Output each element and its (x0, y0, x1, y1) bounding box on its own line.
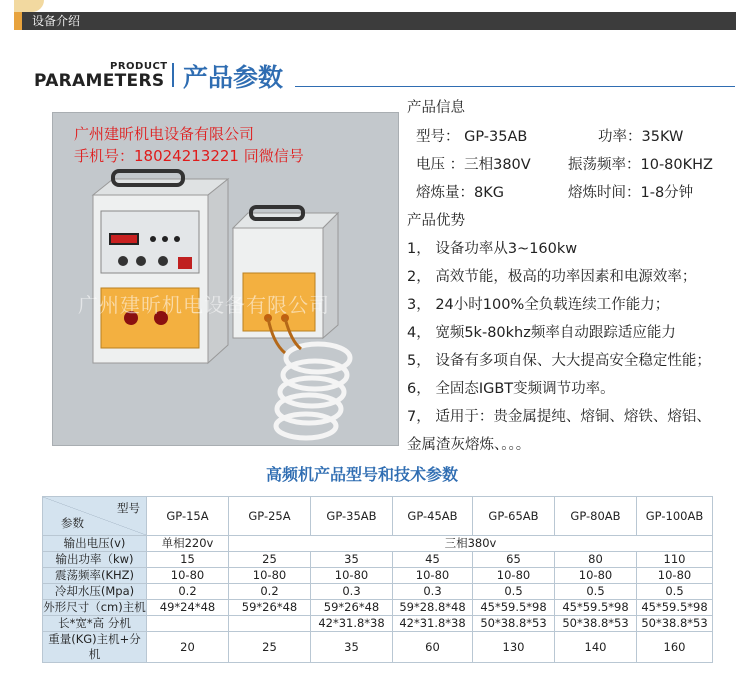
row-label: 冷却水压(Mpa) (43, 584, 147, 600)
table-cell: 59*26*48 (229, 600, 311, 616)
table-row (43, 584, 713, 600)
model-cell: GP-45AB (393, 497, 473, 536)
advantage-item: 4， 宽频5k-80khz频率自动跟踪适应能力 (407, 325, 676, 341)
table-cell: 45*59.5*98 (473, 600, 555, 616)
info-power: 功率：35KW (598, 129, 684, 145)
table-cell: 0.5 (473, 584, 555, 600)
table-cell: 42*31.8*38 (393, 616, 473, 632)
model-cell: GP-80AB (555, 497, 637, 536)
title-underline (295, 86, 735, 87)
table-header-row (43, 497, 713, 536)
table-title: 高频机产品型号和技术参数 (266, 465, 459, 484)
table-cell: 10-80 (473, 568, 555, 584)
table-cell: 65 (473, 552, 555, 568)
table-row (43, 600, 713, 616)
table-row (43, 568, 713, 584)
table-row (43, 536, 713, 552)
section-accent (14, 12, 22, 30)
advantage-item: 5， 设备有多项自保、大大提高安全稳定性能； (407, 353, 711, 369)
model-cell: GP-65AB (473, 497, 555, 536)
table-cell: 20 (147, 632, 229, 663)
watermark: 广州建昕机电设备有限公司 (78, 293, 330, 317)
row-label: 输出功率（kw) (43, 552, 147, 568)
row-label: 输出电压(v) (43, 536, 147, 552)
table-cell: 0.5 (555, 584, 637, 600)
title-divider (172, 63, 174, 87)
table-cell: 42*31.8*38 (311, 616, 393, 632)
info-melt-time: 熔炼时间：1-8分钟 (568, 185, 694, 201)
table-cell: 50*38.8*53 (473, 616, 555, 632)
company-name: 广州建昕机电设备有限公司 (74, 125, 255, 143)
table-cell: 160 (637, 632, 713, 663)
table-cell: 50*38.8*53 (637, 616, 713, 632)
table-cell: 59*26*48 (311, 600, 393, 616)
row-label: 外形尺寸（cm)主机 (43, 600, 146, 614)
table-cell: 60 (393, 632, 473, 663)
table-cell: 130 (473, 632, 555, 663)
row-label: 重量(KG)主机+分机 (43, 632, 147, 663)
info-heading: 产品信息 (407, 100, 465, 116)
header-param-label: 参数 (61, 516, 84, 530)
table-cell: 10-80 (311, 568, 393, 584)
table-row (43, 632, 713, 663)
row-label: 长*宽*高 分机 (43, 616, 147, 632)
table-cell: 10-80 (637, 568, 713, 584)
table-cell: 35 (311, 552, 393, 568)
parameters-label: PARAMETERS (34, 71, 165, 91)
section-bar (14, 12, 736, 30)
table-cell: 10-80 (555, 568, 637, 584)
company-phone: 手机号：18024213221 同微信号 (74, 147, 304, 165)
table-cell: 0.3 (311, 584, 393, 600)
info-melt-capacity: 熔炼量：8KG (416, 185, 504, 201)
table-cell: 45 (393, 552, 473, 568)
table-cell: 单相220v (147, 536, 229, 552)
advantage-item: 1， 设备功率从3~160kw (407, 241, 578, 257)
table-cell: 10-80 (229, 568, 311, 584)
table-cell: 25 (229, 552, 311, 568)
table-cell: 0.2 (147, 584, 229, 600)
table-cell: 35 (311, 632, 393, 663)
header-model-label: 型号 (117, 501, 140, 515)
info-model: 型号： GP-35AB (416, 129, 528, 145)
table-cell: 45*59.5*98 (637, 600, 713, 616)
advantages-heading: 产品优势 (407, 213, 465, 229)
table-cell: 三相380v (229, 536, 713, 552)
model-cell: GP-100AB (637, 497, 713, 536)
info-voltage: 电压 ：三相380V (416, 157, 531, 173)
table-cell: 0.5 (637, 584, 713, 600)
advantage-item: 6， 全固态IGBT变频调节功率。 (407, 381, 615, 397)
page-title: 产品参数 (183, 63, 284, 92)
table-cell: 45*59.5*98 (555, 600, 637, 616)
table-cell: 49*24*48 (147, 600, 229, 616)
table-cell: 25 (229, 632, 311, 663)
table-cell: 0.2 (229, 584, 311, 600)
product-label: PRODUCT (110, 61, 168, 72)
model-cell: GP-15A (147, 497, 229, 536)
spec-table (42, 496, 713, 663)
table-row (43, 616, 713, 632)
advantage-item: 7， 适用于：贵金属提纯、熔铜、熔铁、熔铝、 (407, 409, 711, 425)
header-corner (43, 497, 147, 536)
table-cell: 80 (555, 552, 637, 568)
table-cell: 50*38.8*53 (555, 616, 637, 632)
table-cell: 0.3 (393, 584, 473, 600)
table-cell: 140 (555, 632, 637, 663)
table-row (43, 552, 713, 568)
table-cell: 59*28.8*48 (393, 600, 473, 616)
table-cell (147, 616, 229, 632)
table-cell: 110 (637, 552, 713, 568)
model-cell: GP-25A (229, 497, 311, 536)
advantage-item: 2， 高效节能，极高的功率因素和电源效率； (407, 269, 697, 285)
advantage-item: 金属渣灰熔炼、。。。 (407, 437, 531, 453)
model-cell: GP-35AB (311, 497, 393, 536)
info-frequency: 振荡频率：10-80KHZ (568, 157, 713, 173)
table-cell: 10-80 (147, 568, 229, 584)
decor-tab (14, 0, 44, 12)
table-cell: 15 (147, 552, 229, 568)
table-cell: 10-80 (393, 568, 473, 584)
row-label: 震荡频率(KHZ) (43, 568, 147, 584)
section-title: 设备介绍 (32, 14, 81, 28)
table-cell (229, 616, 311, 632)
advantage-item: 3， 24小时100%全负载连续工作能力； (407, 297, 670, 313)
